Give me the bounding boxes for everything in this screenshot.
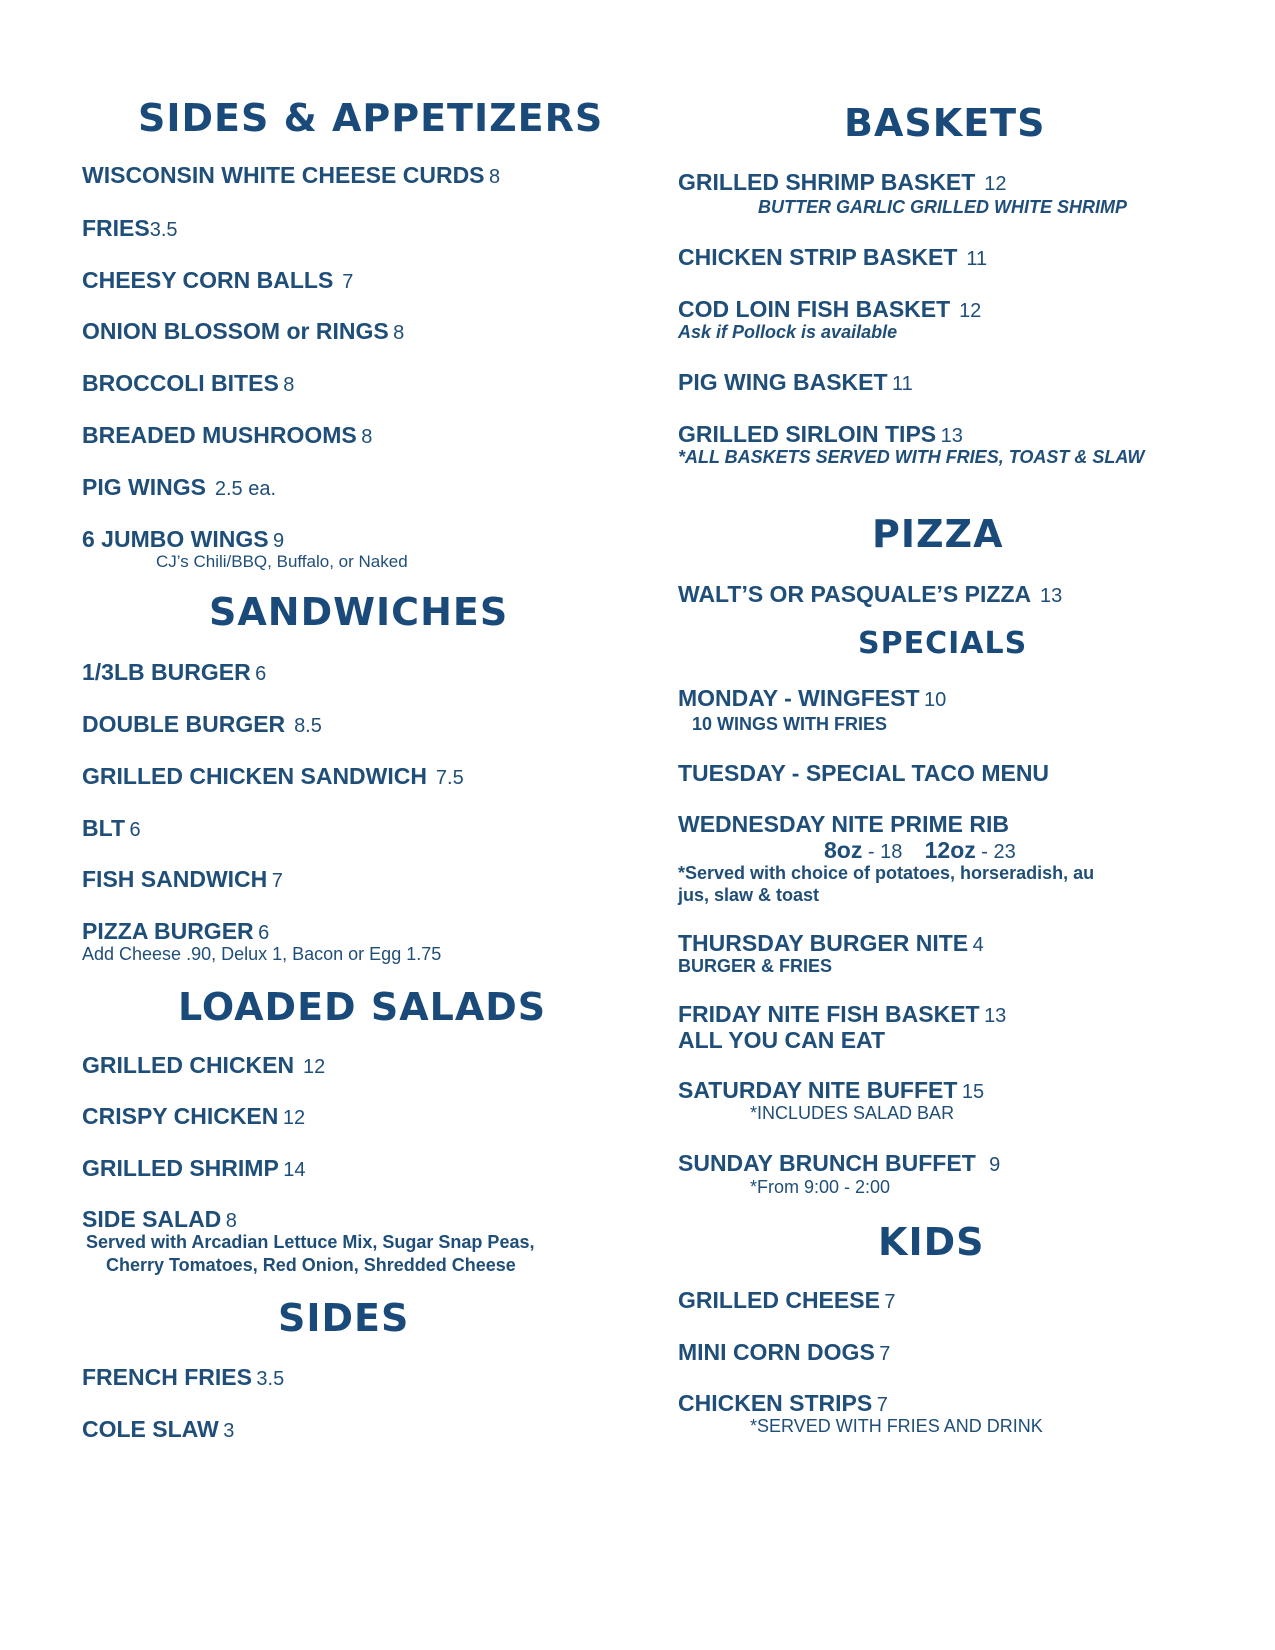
menu-item: FRIDAY NITE FISH BASKET 13 [678, 1001, 1007, 1027]
menu-item: FISH SANDWICH 7 [82, 866, 283, 892]
menu-item: GRILLED CHICKEN 12 [82, 1052, 326, 1078]
menu-item: GRILLED SIRLOIN TIPS 13 [678, 421, 963, 447]
menu-item: WEDNESDAY NITE PRIME RIB [678, 811, 1009, 837]
menu-item: ONION BLOSSOM or RINGS 8 [82, 318, 405, 344]
item-note: BURGER & FRIES [678, 956, 833, 976]
pizza-heading: PIZZA [872, 512, 1004, 556]
item-note: ALL YOU CAN EAT [678, 1027, 886, 1053]
menu-item: BROCCOLI BITES 8 [82, 370, 295, 396]
item-note: jus, slaw & toast [678, 885, 820, 905]
item-note: Cherry Tomatoes, Red Onion, Shredded Cheese [106, 1255, 516, 1275]
item-note: 10 WINGS WITH FRIES [692, 714, 888, 734]
menu-item: SIDE SALAD 8 [82, 1206, 237, 1232]
menu-item: CHICKEN STRIPS 7 [678, 1390, 888, 1416]
menu-item: BREADED MUSHROOMS 8 [82, 422, 373, 448]
item-note: *SERVED WITH FRIES AND DRINK [750, 1416, 1043, 1436]
prime-rib-sizes: 8oz - 18 12oz - 23 [824, 837, 1016, 863]
menu-item: PIZZA BURGER 6 [82, 918, 270, 944]
menu-item: MINI CORN DOGS 7 [678, 1339, 891, 1365]
menu-item: CRISPY CHICKEN 12 [82, 1103, 306, 1129]
item-note: Add Cheese .90, Delux 1, Bacon or Egg 1.75 [82, 944, 442, 964]
item-note: BUTTER GARLIC GRILLED WHITE SHRIMP [758, 197, 1127, 217]
menu-item: MONDAY - WINGFEST 10 [678, 685, 947, 711]
menu-item: DOUBLE BURGER 8.5 [82, 711, 322, 737]
menu-item: FRIES3.5 [82, 215, 178, 241]
menu-item: CHEESY CORN BALLS 7 [82, 267, 354, 293]
item-note: Ask if Pollock is available [678, 322, 898, 342]
loaded-salads-heading: LOADED SALADS [178, 985, 547, 1029]
menu-item: COLE SLAW 3 [82, 1416, 235, 1442]
menu-item: 6 JUMBO WINGS 9 [82, 526, 285, 552]
menu-item: WALT’S OR PASQUALE’S PIZZA 13 [678, 581, 1063, 607]
menu-item: THURSDAY BURGER NITE 4 [678, 930, 984, 956]
menu-item: PIG WING BASKET 11 [678, 369, 913, 395]
menu-item: FRENCH FRIES 3.5 [82, 1364, 285, 1390]
sandwiches-heading: SANDWICHES [209, 590, 509, 634]
item-note: *From 9:00 - 2:00 [750, 1177, 891, 1197]
menu-item: GRILLED CHICKEN SANDWICH 7.5 [82, 763, 464, 789]
menu-item: TUESDAY - SPECIAL TACO MENU [678, 760, 1050, 786]
menu-item: CHICKEN STRIP BASKET 11 [678, 244, 988, 270]
item-note: *Served with choice of potatoes, horseradish, au [678, 863, 1095, 883]
sides-appetizers-heading: SIDES & APPETIZERS [138, 96, 604, 140]
sides-heading: SIDES [278, 1296, 410, 1340]
menu-item: 1/3LB BURGER 6 [82, 659, 267, 685]
menu-item: BLT 6 [82, 815, 141, 841]
menu-item: GRILLED SHRIMP BASKET 12 [678, 169, 1007, 195]
baskets-heading: BASKETS [844, 101, 1046, 145]
item-note: CJ’s Chili/BBQ, Buffalo, or Naked [156, 552, 408, 571]
kids-heading: KIDS [878, 1220, 985, 1264]
menu-item: GRILLED CHEESE 7 [678, 1287, 896, 1313]
menu-item: GRILLED SHRIMP 14 [82, 1155, 306, 1181]
menu-item: SUNDAY BRUNCH BUFFET 9 [678, 1150, 1001, 1176]
item-note: *ALL BASKETS SERVED WITH FRIES, TOAST & SLAW [678, 447, 1145, 467]
menu-item: WISCONSIN WHITE CHEESE CURDS 8 [82, 162, 501, 188]
menu-item: PIG WINGS 2.5 ea. [82, 474, 277, 500]
item-note: *INCLUDES SALAD BAR [750, 1103, 955, 1123]
item-note: Served with Arcadian Lettuce Mix, Sugar Snap Peas, [86, 1232, 535, 1252]
specials-heading: SPECIALS [858, 626, 1028, 661]
menu-item: COD LOIN FISH BASKET 12 [678, 296, 982, 322]
menu-item: SATURDAY NITE BUFFET 15 [678, 1077, 985, 1103]
